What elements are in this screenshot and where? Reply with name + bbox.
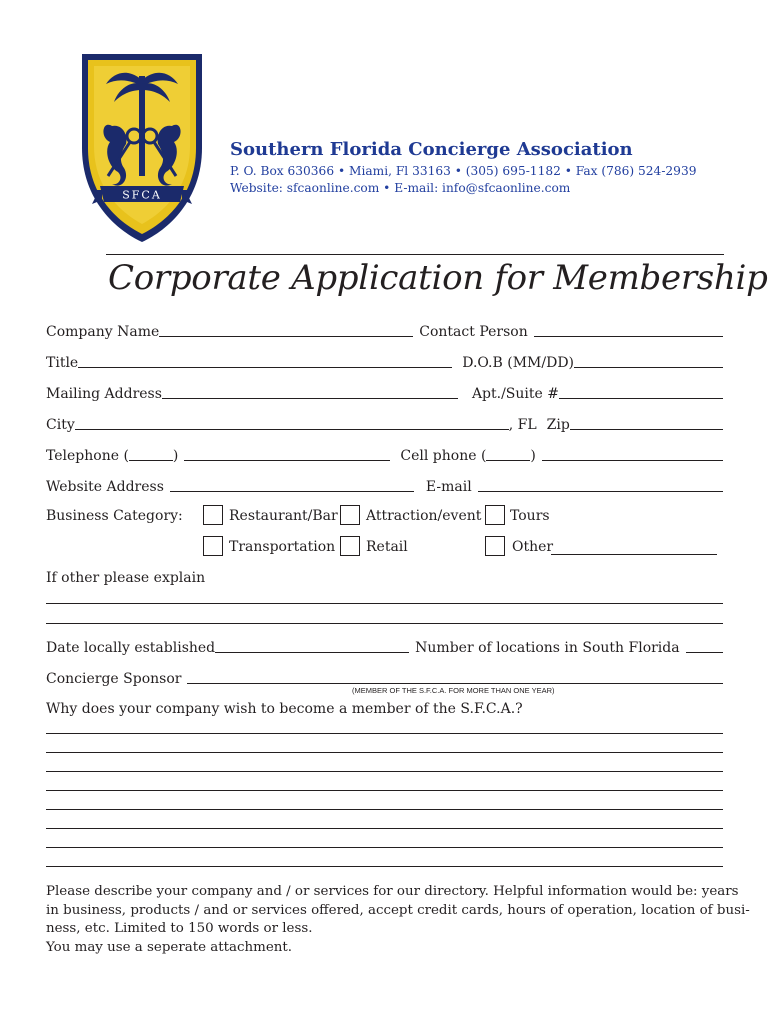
transportation-label: Transportation bbox=[229, 539, 336, 555]
title-rule bbox=[106, 254, 724, 255]
row-city bbox=[46, 413, 723, 433]
tours-label: Tours bbox=[510, 508, 550, 524]
title-label: Title bbox=[46, 355, 79, 371]
date-established-field[interactable] bbox=[215, 638, 409, 653]
description-line: Please describe your company and / or services for our directory. Helpful information would be: years bbox=[46, 884, 739, 899]
why-answer-line-5[interactable] bbox=[46, 809, 723, 810]
other-label: Other bbox=[512, 539, 554, 555]
company-name-field[interactable] bbox=[159, 322, 413, 337]
city-field[interactable] bbox=[75, 415, 509, 430]
cell-close: ) bbox=[530, 448, 536, 464]
other-explain-label: If other please explain bbox=[46, 570, 206, 586]
state-label: , FL bbox=[508, 417, 537, 433]
document-title: Corporate Application for Membership bbox=[108, 258, 768, 298]
telephone-close: ) bbox=[172, 448, 179, 464]
why-answer-line-6[interactable] bbox=[46, 828, 723, 829]
sfca-logo bbox=[78, 50, 206, 246]
restaurant-bar-label: Restaurant/Bar bbox=[229, 508, 338, 524]
zip-label: Zip bbox=[546, 417, 570, 433]
retail-label: Retail bbox=[366, 539, 408, 555]
email-label: E-mail bbox=[425, 479, 472, 495]
organization-contact: Website: sfcaonline.com • E-mail: info@sfcaonline.com bbox=[230, 181, 571, 195]
mailing-address-label: Mailing Address bbox=[46, 386, 162, 402]
row-website bbox=[46, 475, 723, 495]
apt-suite-field[interactable] bbox=[559, 384, 723, 399]
sponsor-note: (MEMBER OF THE S.F.C.A. FOR MORE THAN ONE YEAR) bbox=[352, 686, 555, 695]
tours-checkbox[interactable] bbox=[485, 505, 505, 525]
organization-address: P. O. Box 630366 • Miami, Fl 33163 • (305) 695-1182 • Fax (786) 524-2939 bbox=[230, 164, 697, 178]
telephone-area-code-field[interactable] bbox=[129, 446, 173, 461]
dob-label: D.O.B (MM/DD) bbox=[462, 355, 574, 371]
num-locations-field[interactable] bbox=[686, 638, 723, 653]
company-name-label: Company Name bbox=[46, 324, 160, 340]
contact-person-label: Contact Person bbox=[419, 324, 528, 340]
row-mailing bbox=[46, 382, 723, 402]
other-explain-line-2[interactable] bbox=[46, 623, 723, 624]
description-line: in business, products / and or services offered, accept credit cards, hours of operation, location of busi- bbox=[46, 902, 750, 918]
mailing-address-field[interactable] bbox=[162, 384, 458, 399]
date-established-label: Date locally established bbox=[46, 640, 216, 656]
apt-suite-label: Apt./Suite # bbox=[471, 386, 559, 402]
why-answer-line-3[interactable] bbox=[46, 771, 723, 772]
transportation-checkbox[interactable] bbox=[203, 536, 223, 556]
attraction-event-label: Attraction/event bbox=[366, 508, 482, 524]
why-answer-line-7[interactable] bbox=[46, 847, 723, 848]
cell-phone-label: Cell phone ( bbox=[400, 448, 487, 464]
row-phone bbox=[46, 444, 723, 464]
why-answer-line-8[interactable] bbox=[46, 866, 723, 867]
other-field[interactable] bbox=[551, 554, 717, 555]
telephone-field[interactable] bbox=[184, 446, 390, 461]
cell-phone-field[interactable] bbox=[542, 446, 723, 461]
telephone-label: Telephone ( bbox=[46, 448, 129, 464]
restaurant-bar-checkbox[interactable] bbox=[203, 505, 223, 525]
other-checkbox[interactable] bbox=[485, 536, 505, 556]
city-label: City bbox=[46, 417, 75, 433]
logo-text: SFCA bbox=[122, 188, 162, 202]
website-label: Website Address bbox=[46, 479, 164, 495]
why-answer-line-2[interactable] bbox=[46, 752, 723, 753]
business-category-label: Business Category: bbox=[46, 508, 183, 524]
cell-area-code-field[interactable] bbox=[486, 446, 530, 461]
sponsor-label: Concierge Sponsor bbox=[46, 671, 182, 687]
zip-field[interactable] bbox=[570, 415, 723, 430]
retail-checkbox[interactable] bbox=[340, 536, 360, 556]
num-locations-label: Number of locations in South Florida bbox=[415, 640, 680, 656]
sponsor-field[interactable] bbox=[187, 669, 723, 684]
contact-person-field[interactable] bbox=[534, 322, 723, 337]
title-field[interactable] bbox=[78, 353, 452, 368]
description-line: ness, etc. Limited to 150 words or less. bbox=[46, 921, 313, 936]
why-answer-line-4[interactable] bbox=[46, 790, 723, 791]
other-explain-line-1[interactable] bbox=[46, 603, 723, 604]
organization-name: Southern Florida Concierge Association bbox=[230, 139, 633, 160]
row-title bbox=[46, 351, 723, 371]
email-field[interactable] bbox=[478, 477, 723, 492]
why-answer-line-1[interactable] bbox=[46, 733, 723, 734]
website-field[interactable] bbox=[170, 477, 414, 492]
why-question-label: Why does your company wish to become a member of the S.F.C.A.? bbox=[46, 701, 523, 717]
row-sponsor bbox=[46, 667, 723, 687]
dob-field[interactable] bbox=[574, 353, 723, 368]
description-paragraph bbox=[46, 883, 750, 957]
attraction-event-checkbox[interactable] bbox=[340, 505, 360, 525]
row-company bbox=[46, 320, 723, 340]
row-established bbox=[46, 636, 723, 656]
description-line: You may use a seperate attachment. bbox=[46, 939, 293, 955]
